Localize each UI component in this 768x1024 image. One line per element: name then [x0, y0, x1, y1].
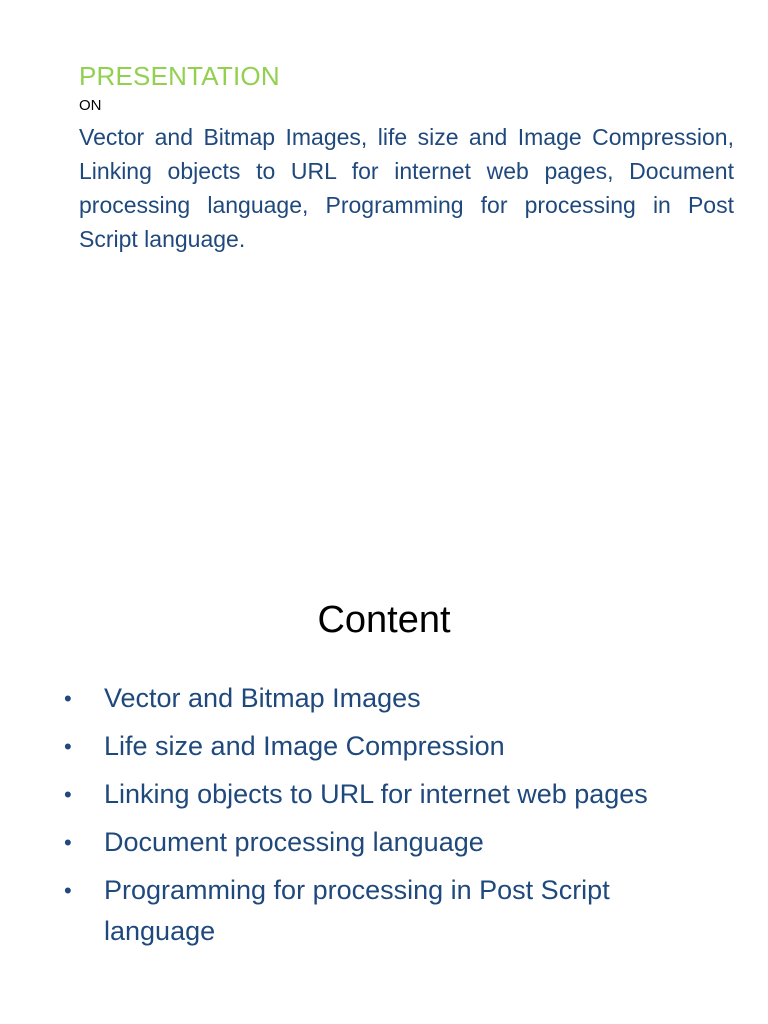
presentation-heading: PRESENTATION: [79, 61, 280, 91]
bullet-icon: •: [64, 830, 72, 855]
bullet-icon: •: [64, 734, 72, 759]
list-item-text: Linking objects to URL for internet web pages: [104, 779, 648, 809]
list-item-text: Life size and Image Compression: [104, 731, 505, 761]
list-item: [64, 678, 724, 719]
content-slide: [0, 512, 768, 1024]
list-item: [64, 870, 724, 952]
content-list: [64, 678, 724, 959]
content-title: Content: [317, 599, 451, 641]
topic-description: Vector and Bitmap Images, life size and Image Compression, Linking objects to URL for internet web pages, Document processing language, Programming for processing in Post Script language.: [79, 124, 734, 252]
list-item: [64, 726, 724, 767]
list-item-text: Vector and Bitmap Images: [104, 683, 421, 713]
bullet-icon: •: [64, 686, 72, 711]
list-item-text: Document processing language: [104, 827, 484, 857]
list-item: [64, 822, 724, 863]
on-label: ON: [79, 97, 102, 114]
list-item: [64, 774, 724, 815]
bullet-icon: •: [64, 878, 72, 903]
list-item-text: Programming for processing in Post Script language: [104, 875, 610, 946]
bullet-icon: •: [64, 782, 72, 807]
